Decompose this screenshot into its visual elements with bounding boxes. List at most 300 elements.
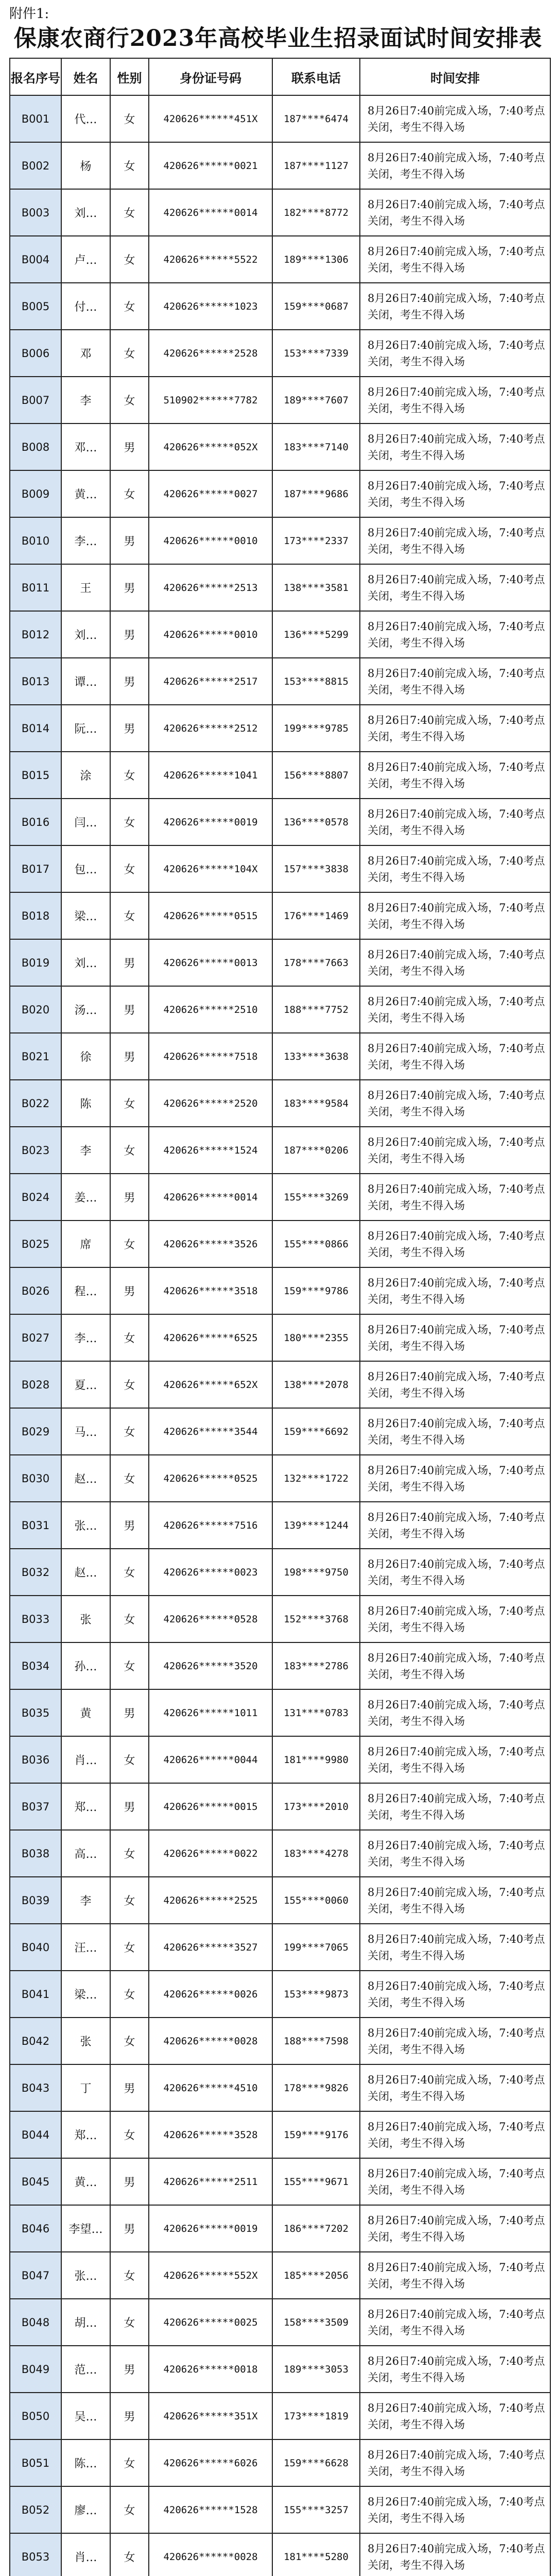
page-title: 保康农商行2023年高校毕业生招录面试时间安排表 [13,25,543,52]
cell-phone: 155****0866 [272,1221,360,1267]
cell-gender: 男 [110,1267,149,1314]
table-row [10,1174,550,1221]
cell-id-number: 420626******6026 [149,2439,272,2486]
cell-reg-no: B002 [10,142,61,189]
cell-name: 王 [61,564,110,611]
table-row [10,1736,550,1783]
cell-gender: 女 [110,2018,149,2064]
cell-name: 胡… [61,2299,110,2346]
cell-reg-no: B005 [10,283,61,330]
table-row [10,95,550,142]
cell-time: 8月26日7:40前完成入场，7:40考点关闭，考生不得入场 [360,142,550,189]
cell-gender: 女 [110,1642,149,1689]
table-row [10,1033,550,1080]
cell-time: 8月26日7:40前完成入场，7:40考点关闭，考生不得入场 [360,1596,550,1642]
schedule-table [9,58,551,2576]
cell-name: 程… [61,1267,110,1314]
cell-time: 8月26日7:40前完成入场，7:40考点关闭，考生不得入场 [360,2111,550,2158]
cell-phone: 187****1127 [272,142,360,189]
cell-name: 马… [61,1408,110,1455]
cell-time: 8月26日7:40前完成入场，7:40考点关闭，考生不得入场 [360,189,550,236]
cell-reg-no: B040 [10,1924,61,1971]
cell-id-number: 420626******2528 [149,330,272,377]
cell-name: 李 [61,377,110,423]
cell-gender: 男 [110,2205,149,2252]
cell-id-number: 420626******0019 [149,799,272,845]
cell-reg-no: B050 [10,2393,61,2439]
cell-gender: 女 [110,1221,149,1267]
cell-gender: 男 [110,1783,149,1830]
cell-id-number: 420626******0010 [149,517,272,564]
cell-phone: 138****2078 [272,1361,360,1408]
cell-name: 陈 [61,1080,110,1127]
cell-reg-no: B049 [10,2346,61,2393]
cell-gender: 男 [110,517,149,564]
header-gender: 性别 [110,58,149,95]
cell-name: 梁… [61,1971,110,2018]
cell-time: 8月26日7:40前完成入场，7:40考点关闭，考生不得入场 [360,2064,550,2111]
cell-gender: 男 [110,2064,149,2111]
cell-phone: 155****0060 [272,1877,360,1924]
table-row [10,1314,550,1361]
cell-name: 代… [61,95,110,142]
cell-phone: 183****2786 [272,1642,360,1689]
cell-phone: 173****1819 [272,2393,360,2439]
cell-phone: 153****9873 [272,1971,360,2018]
cell-gender: 男 [110,2158,149,2205]
cell-reg-no: B019 [10,939,61,986]
cell-gender: 男 [110,658,149,705]
table-row [10,517,550,564]
cell-name: 汪… [61,1924,110,1971]
cell-gender: 女 [110,799,149,845]
cell-reg-no: B044 [10,2111,61,2158]
header-time: 时间安排 [360,58,550,95]
cell-time: 8月26日7:40前完成入场，7:40考点关闭，考生不得入场 [360,1783,550,1830]
cell-phone: 133****3638 [272,1033,360,1080]
cell-gender: 女 [110,1408,149,1455]
cell-time: 8月26日7:40前完成入场，7:40考点关闭，考生不得入场 [360,892,550,939]
cell-name: 肖… [61,2533,110,2576]
table-row [10,2252,550,2299]
header-no: 报名序号 [10,58,61,95]
cell-name: 陈… [61,2439,110,2486]
cell-time: 8月26日7:40前完成入场，7:40考点关闭，考生不得入场 [360,377,550,423]
header-id: 身份证号码 [149,58,272,95]
cell-phone: 153****7339 [272,330,360,377]
table-row [10,1267,550,1314]
cell-name: 李… [61,1314,110,1361]
cell-name: 卢… [61,236,110,283]
cell-name: 李望… [61,2205,110,2252]
cell-phone: 181****9980 [272,1736,360,1783]
cell-phone: 138****3581 [272,564,360,611]
cell-gender: 女 [110,189,149,236]
cell-phone: 153****8815 [272,658,360,705]
cell-gender: 女 [110,1314,149,1361]
cell-time: 8月26日7:40前完成入场，7:40考点关闭，考生不得入场 [360,986,550,1033]
cell-time: 8月26日7:40前完成入场，7:40考点关闭，考生不得入场 [360,470,550,517]
cell-time: 8月26日7:40前完成入场，7:40考点关闭，考生不得入场 [360,283,550,330]
cell-phone: 188****7752 [272,986,360,1033]
cell-time: 8月26日7:40前完成入场，7:40考点关闭，考生不得入场 [360,1924,550,1971]
cell-reg-no: B014 [10,705,61,752]
table-row [10,1080,550,1127]
cell-gender: 女 [110,892,149,939]
cell-time: 8月26日7:40前完成入场，7:40考点关闭，考生不得入场 [360,611,550,658]
table-row [10,142,550,189]
cell-time: 8月26日7:40前完成入场，7:40考点关闭，考生不得入场 [360,1408,550,1455]
cell-phone: 186****7202 [272,2205,360,2252]
cell-time: 8月26日7:40前完成入场，7:40考点关闭，考生不得入场 [360,1267,550,1314]
cell-id-number: 420626******1011 [149,1689,272,1736]
cell-gender: 男 [110,1689,149,1736]
cell-time: 8月26日7:40前完成入场，7:40考点关闭，考生不得入场 [360,2018,550,2064]
cell-gender: 女 [110,1127,149,1174]
cell-id-number: 420626******7518 [149,1033,272,1080]
cell-phone: 181****5280 [272,2533,360,2576]
cell-id-number: 420626******104X [149,845,272,892]
cell-id-number: 510902******7782 [149,377,272,423]
cell-id-number: 420626******0528 [149,1596,272,1642]
cell-reg-no: B037 [10,1783,61,1830]
cell-reg-no: B016 [10,799,61,845]
cell-reg-no: B035 [10,1689,61,1736]
table-row [10,470,550,517]
cell-gender: 女 [110,1596,149,1642]
cell-phone: 178****7663 [272,939,360,986]
cell-phone: 159****6628 [272,2439,360,2486]
cell-name: 阮… [61,705,110,752]
table-row [10,1830,550,1877]
cell-gender: 女 [110,1080,149,1127]
cell-id-number: 420626******3526 [149,1221,272,1267]
cell-reg-no: B034 [10,1642,61,1689]
cell-phone: 155****3257 [272,2486,360,2533]
cell-gender: 女 [110,1736,149,1783]
cell-time: 8月26日7:40前完成入场，7:40考点关闭，考生不得入场 [360,2486,550,2533]
cell-time: 8月26日7:40前完成入场，7:40考点关闭，考生不得入场 [360,2533,550,2576]
cell-time: 8月26日7:40前完成入场，7:40考点关闭，考生不得入场 [360,1221,550,1267]
cell-gender: 女 [110,236,149,283]
cell-reg-no: B021 [10,1033,61,1080]
table-row [10,2064,550,2111]
cell-name: 汤… [61,986,110,1033]
cell-id-number: 420626******0022 [149,1830,272,1877]
cell-reg-no: B047 [10,2252,61,2299]
cell-id-number: 420626******652X [149,1361,272,1408]
cell-reg-no: B017 [10,845,61,892]
cell-name: 黄 [61,1689,110,1736]
cell-gender: 女 [110,1971,149,2018]
table-row [10,1455,550,1502]
cell-time: 8月26日7:40前完成入场，7:40考点关闭，考生不得入场 [360,236,550,283]
cell-name: 梁… [61,892,110,939]
cell-gender: 女 [110,845,149,892]
cell-phone: 183****7140 [272,423,360,470]
cell-reg-no: B020 [10,986,61,1033]
cell-id-number: 420626******0025 [149,2299,272,2346]
cell-time: 8月26日7:40前完成入场，7:40考点关闭，考生不得入场 [360,2299,550,2346]
cell-phone: 189****3053 [272,2346,360,2393]
cell-id-number: 420626******2511 [149,2158,272,2205]
cell-name: 张 [61,1596,110,1642]
cell-name: 肖… [61,1736,110,1783]
cell-reg-no: B015 [10,752,61,799]
cell-gender: 男 [110,564,149,611]
cell-phone: 182****8772 [272,189,360,236]
table-row [10,1549,550,1596]
cell-gender: 男 [110,1174,149,1221]
cell-name: 黄… [61,470,110,517]
cell-id-number: 420626******1528 [149,2486,272,2533]
cell-name: 邓… [61,423,110,470]
cell-phone: 178****9826 [272,2064,360,2111]
cell-reg-no: B028 [10,1361,61,1408]
cell-phone: 152****3768 [272,1596,360,1642]
cell-time: 8月26日7:40前完成入场，7:40考点关闭，考生不得入场 [360,1080,550,1127]
table-row [10,1408,550,1455]
cell-time: 8月26日7:40前完成入场，7:40考点关闭，考生不得入场 [360,330,550,377]
cell-phone: 157****3838 [272,845,360,892]
table-row [10,1502,550,1549]
cell-reg-no: B018 [10,892,61,939]
cell-gender: 女 [110,95,149,142]
cell-name: 刘… [61,939,110,986]
cell-name: 徐 [61,1033,110,1080]
cell-id-number: 420626******0019 [149,2205,272,2252]
cell-time: 8月26日7:40前完成入场，7:40考点关闭，考生不得入场 [360,1455,550,1502]
cell-name: 谭… [61,658,110,705]
cell-gender: 女 [110,283,149,330]
cell-time: 8月26日7:40前完成入场，7:40考点关闭，考生不得入场 [360,799,550,845]
cell-name: 廖… [61,2486,110,2533]
cell-reg-no: B011 [10,564,61,611]
table-row [10,1877,550,1924]
cell-time: 8月26日7:40前完成入场，7:40考点关闭，考生不得入场 [360,752,550,799]
cell-phone: 176****1469 [272,892,360,939]
cell-gender: 女 [110,2111,149,2158]
cell-gender: 女 [110,1924,149,1971]
cell-time: 8月26日7:40前完成入场，7:40考点关闭，考生不得入场 [360,2205,550,2252]
cell-reg-no: B008 [10,423,61,470]
cell-gender: 女 [110,1830,149,1877]
cell-phone: 188****7598 [272,2018,360,2064]
cell-reg-no: B042 [10,2018,61,2064]
cell-id-number: 420626******2512 [149,705,272,752]
cell-id-number: 420626******2513 [149,564,272,611]
header-phone: 联系电话 [272,58,360,95]
table-header-row [10,58,550,95]
cell-phone: 173****2337 [272,517,360,564]
cell-id-number: 420626******0021 [149,142,272,189]
cell-time: 8月26日7:40前完成入场，7:40考点关闭，考生不得入场 [360,939,550,986]
cell-gender: 男 [110,986,149,1033]
cell-reg-no: B033 [10,1596,61,1642]
cell-phone: 136****5299 [272,611,360,658]
cell-phone: 159****9176 [272,2111,360,2158]
cell-gender: 男 [110,939,149,986]
table-row [10,1596,550,1642]
cell-time: 8月26日7:40前完成入场，7:40考点关闭，考生不得入场 [360,1642,550,1689]
table-row [10,986,550,1033]
table-row [10,2486,550,2533]
cell-phone: 189****1306 [272,236,360,283]
cell-name: 刘… [61,189,110,236]
table-row [10,189,550,236]
table-row [10,939,550,986]
cell-gender: 女 [110,1455,149,1502]
table-row [10,1783,550,1830]
cell-name: 孙… [61,1642,110,1689]
cell-gender: 女 [110,330,149,377]
cell-id-number: 420626******0044 [149,1736,272,1783]
cell-time: 8月26日7:40前完成入场，7:40考点关闭，考生不得入场 [360,1314,550,1361]
cell-reg-no: B045 [10,2158,61,2205]
cell-phone: 183****9584 [272,1080,360,1127]
cell-gender: 女 [110,2439,149,2486]
cell-phone: 187****0206 [272,1127,360,1174]
table-row [10,2393,550,2439]
table-row [10,705,550,752]
cell-id-number: 420626******052X [149,423,272,470]
cell-id-number: 420626******0010 [149,611,272,658]
cell-id-number: 420626******552X [149,2252,272,2299]
cell-phone: 159****0687 [272,283,360,330]
cell-id-number: 420626******3520 [149,1642,272,1689]
cell-id-number: 420626******3544 [149,1408,272,1455]
cell-id-number: 420626******2525 [149,1877,272,1924]
cell-id-number: 420626******6525 [149,1314,272,1361]
cell-reg-no: B038 [10,1830,61,1877]
cell-name: 席 [61,1221,110,1267]
table-row [10,752,550,799]
cell-reg-no: B051 [10,2439,61,2486]
cell-name: 吴… [61,2393,110,2439]
cell-phone: 159****6692 [272,1408,360,1455]
attachment-label: 附件1: [9,6,49,22]
cell-gender: 女 [110,752,149,799]
cell-time: 8月26日7:40前完成入场，7:40考点关闭，考生不得入场 [360,1033,550,1080]
cell-id-number: 420626******0014 [149,189,272,236]
cell-time: 8月26日7:40前完成入场，7:40考点关闭，考生不得入场 [360,705,550,752]
table-row [10,2439,550,2486]
table-row [10,2299,550,2346]
cell-phone: 180****2355 [272,1314,360,1361]
cell-reg-no: B043 [10,2064,61,2111]
cell-reg-no: B004 [10,236,61,283]
cell-reg-no: B046 [10,2205,61,2252]
table-row [10,1221,550,1267]
table-row [10,2205,550,2252]
cell-time: 8月26日7:40前完成入场，7:40考点关闭，考生不得入场 [360,1127,550,1174]
table-row [10,330,550,377]
cell-name: 杨 [61,142,110,189]
cell-reg-no: B006 [10,330,61,377]
table-row [10,799,550,845]
cell-name: 张… [61,1502,110,1549]
cell-phone: 198****9750 [272,1549,360,1596]
cell-id-number: 420626******0015 [149,1783,272,1830]
cell-id-number: 420626******3527 [149,1924,272,1971]
table-row [10,1361,550,1408]
cell-id-number: 420626******0023 [149,1549,272,1596]
cell-time: 8月26日7:40前完成入场，7:40考点关闭，考生不得入场 [360,1361,550,1408]
cell-id-number: 420626******0027 [149,470,272,517]
cell-time: 8月26日7:40前完成入场，7:40考点关闭，考生不得入场 [360,1736,550,1783]
cell-name: 李… [61,517,110,564]
cell-reg-no: B036 [10,1736,61,1783]
cell-time: 8月26日7:40前完成入场，7:40考点关闭，考生不得入场 [360,1971,550,2018]
cell-time: 8月26日7:40前完成入场，7:40考点关闭，考生不得入场 [360,423,550,470]
table-row [10,658,550,705]
cell-time: 8月26日7:40前完成入场，7:40考点关闭，考生不得入场 [360,1877,550,1924]
cell-reg-no: B007 [10,377,61,423]
cell-id-number: 420626******0028 [149,2018,272,2064]
cell-id-number: 420626******7516 [149,1502,272,1549]
table-row [10,2533,550,2576]
cell-gender: 女 [110,1877,149,1924]
cell-phone: 158****3509 [272,2299,360,2346]
cell-id-number: 420626******0026 [149,1971,272,2018]
cell-name: 郑… [61,2111,110,2158]
cell-id-number: 420626******0525 [149,1455,272,1502]
cell-phone: 155****3269 [272,1174,360,1221]
table-row [10,2346,550,2393]
cell-time: 8月26日7:40前完成入场，7:40考点关闭，考生不得入场 [360,517,550,564]
cell-id-number: 420626******1023 [149,283,272,330]
cell-phone: 187****6474 [272,95,360,142]
cell-id-number: 420626******0028 [149,2533,272,2576]
cell-name: 包… [61,845,110,892]
cell-id-number: 420626******5522 [149,236,272,283]
cell-reg-no: B013 [10,658,61,705]
cell-gender: 女 [110,1361,149,1408]
cell-name: 赵… [61,1549,110,1596]
cell-phone: 132****1722 [272,1455,360,1502]
table-row [10,611,550,658]
cell-time: 8月26日7:40前完成入场，7:40考点关闭，考生不得入场 [360,845,550,892]
cell-reg-no: B026 [10,1267,61,1314]
cell-id-number: 420626******1041 [149,752,272,799]
cell-gender: 女 [110,142,149,189]
cell-id-number: 420626******0014 [149,1174,272,1221]
cell-id-number: 420626******351X [149,2393,272,2439]
cell-name: 涂 [61,752,110,799]
cell-reg-no: B009 [10,470,61,517]
table-row [10,423,550,470]
cell-phone: 173****2010 [272,1783,360,1830]
cell-time: 8月26日7:40前完成入场，7:40考点关闭，考生不得入场 [360,1502,550,1549]
cell-name: 高… [61,1830,110,1877]
cell-name: 姜… [61,1174,110,1221]
cell-gender: 男 [110,1033,149,1080]
table-row [10,1924,550,1971]
table-row [10,2158,550,2205]
table-row [10,564,550,611]
cell-time: 8月26日7:40前完成入场，7:40考点关闭，考生不得入场 [360,2346,550,2393]
cell-reg-no: B003 [10,189,61,236]
cell-id-number: 420626******0013 [149,939,272,986]
cell-gender: 女 [110,2299,149,2346]
cell-reg-no: B022 [10,1080,61,1127]
cell-phone: 183****4278 [272,1830,360,1877]
cell-name: 黄… [61,2158,110,2205]
table-row [10,236,550,283]
cell-name: 李 [61,1127,110,1174]
header-name: 姓名 [61,58,110,95]
cell-phone: 155****9671 [272,2158,360,2205]
